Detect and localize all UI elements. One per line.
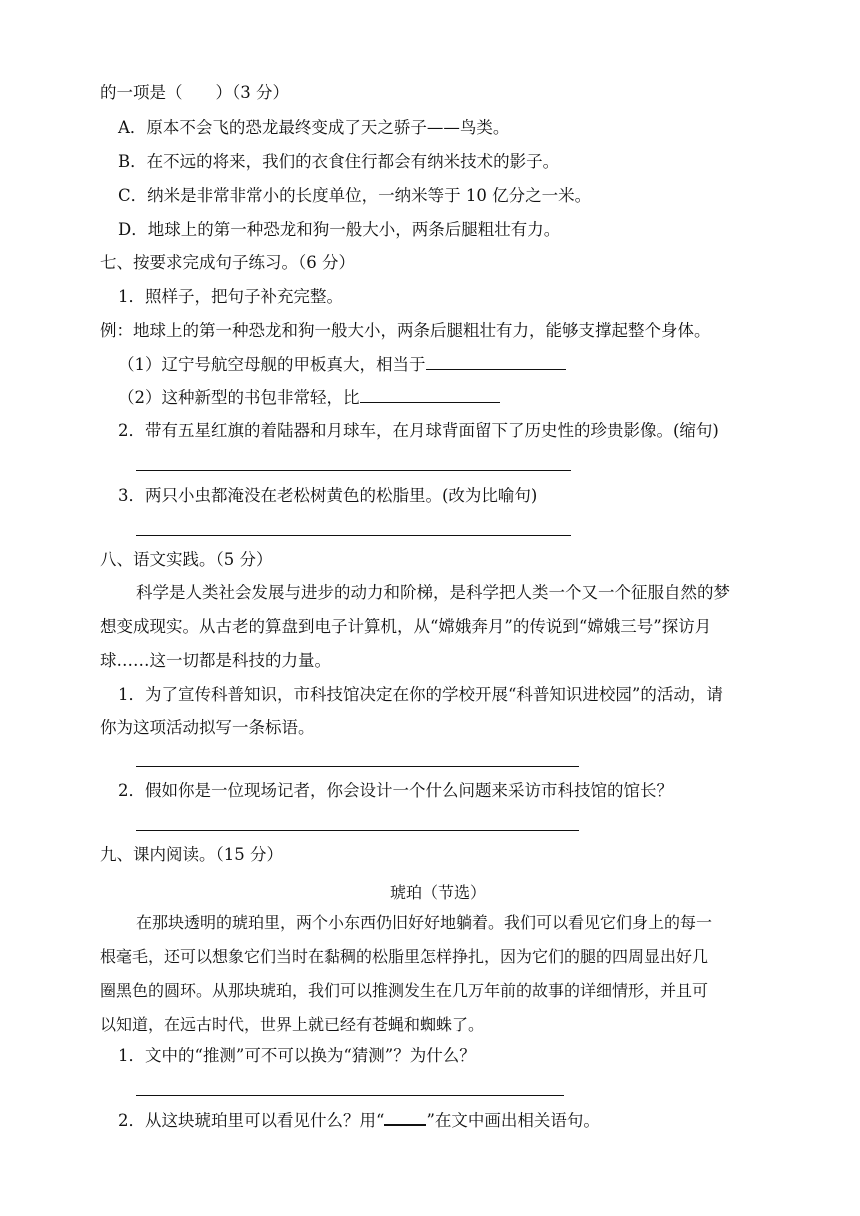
- passage-line4: 以知道，在远古时代，世界上就已经有苍蝇和蜘蛛了。: [100, 1015, 485, 1034]
- passage-line1: 在那块透明的琥珀里，两个小东西仍旧好好地躺着。我们可以看见它们身上的每一: [136, 913, 713, 932]
- q7-item2: 2．带有五星红旗的着陆器和月球车，在月球背面留下了历史性的珍贵影像。(缩句): [118, 421, 719, 440]
- q9-heading: 九、课内阅读。（15 分）: [100, 845, 283, 864]
- q7-sub1-blank[interactable]: [426, 353, 566, 370]
- q6-option-b: B．在不远的将来，我们的衣食住行都会有纳米技术的影子。: [118, 152, 560, 171]
- q8-paragraph-line3: 球……这一切都是科技的力量。: [100, 651, 331, 670]
- q8-heading: 八、语文实践。（5 分）: [100, 550, 273, 569]
- q7-item2-answer-line[interactable]: [136, 470, 571, 471]
- q8-item1-answer-line[interactable]: [136, 766, 579, 767]
- q8-item2-answer-line[interactable]: [136, 830, 579, 831]
- underline-mark: [384, 1110, 426, 1126]
- q7-item3-answer-line[interactable]: [136, 535, 571, 536]
- q9-item1: 1．文中的“推测”可不可以换为“猜测”？为什么？: [118, 1046, 476, 1065]
- q8-item2: 2．假如你是一位现场记者，你会设计一个什么问题来采访市科技馆的馆长？: [118, 781, 673, 800]
- q7-sub1-text: （1）辽宁号航空母舰的甲板真大，相当于: [118, 355, 426, 374]
- q7-item3: 3．两只小虫都淹没在老松树黄色的松脂里。(改为比喻句): [118, 486, 538, 505]
- q6-stem-tail: 的一项是（ ）（3 分）: [100, 83, 289, 102]
- q7-example: 例：地球上的第一种恐龙和狗一般大小，两条后腿粗壮有力，能够支撑起整个身体。: [100, 321, 711, 340]
- q6-option-d: D．地球上的第一种恐龙和狗一般大小，两条后腿粗壮有力。: [118, 220, 561, 239]
- q9-item2: [118, 1110, 600, 1132]
- q9-item2-text-after: ”在文中画出相关语句。: [426, 1111, 600, 1130]
- q7-sub2-blank[interactable]: [360, 386, 500, 403]
- passage-line2: 根毫毛，还可以想象它们当时在黏稠的松脂里怎样挣扎，因为它们的腿的四周显出好几: [100, 947, 709, 966]
- passage-line3: 圈黑色的圆环。从那块琥珀，我们可以推测发生在几万年前的故事的详细情形，并且可: [100, 981, 709, 1000]
- q6-option-c: C．纳米是非常非常小的长度单位，一纳米等于 10 亿分之一米。: [118, 186, 592, 205]
- q7-sub2-text: （2）这种新型的书包非常轻，比: [118, 388, 360, 407]
- q8-item1-line1: 1．为了宣传科普知识，市科技馆决定在你的学校开展“科普知识进校园”的活动，请: [118, 685, 723, 704]
- q7-sub1: [118, 353, 566, 376]
- q9-item2-text-before: 2．从这块琥珀里可以看见什么？用“: [118, 1111, 385, 1130]
- q7-heading: 七、按要求完成句子练习。（6 分）: [100, 253, 355, 272]
- q8-item1-line2: 你为这项活动拟写一条标语。: [100, 718, 315, 737]
- q8-paragraph-line2: 想变成现实。从古老的算盘到电子计算机，从“嫦娥奔月”的传说到“嫦娥三号”探访月: [100, 617, 712, 636]
- q7-sub2: [118, 386, 500, 409]
- q9-item1-answer-line[interactable]: [136, 1095, 564, 1096]
- q6-option-a: A．原本不会飞的恐龙最终变成了天之骄子——鸟类。: [118, 118, 510, 137]
- q8-paragraph-line1: 科学是人类社会发展与进步的动力和阶梯，是科学把人类一个又一个征服自然的梦: [136, 583, 730, 602]
- q7-item1: 1．照样子，把句子补充完整。: [118, 287, 343, 306]
- passage-title: 琥珀（节选）: [390, 883, 487, 902]
